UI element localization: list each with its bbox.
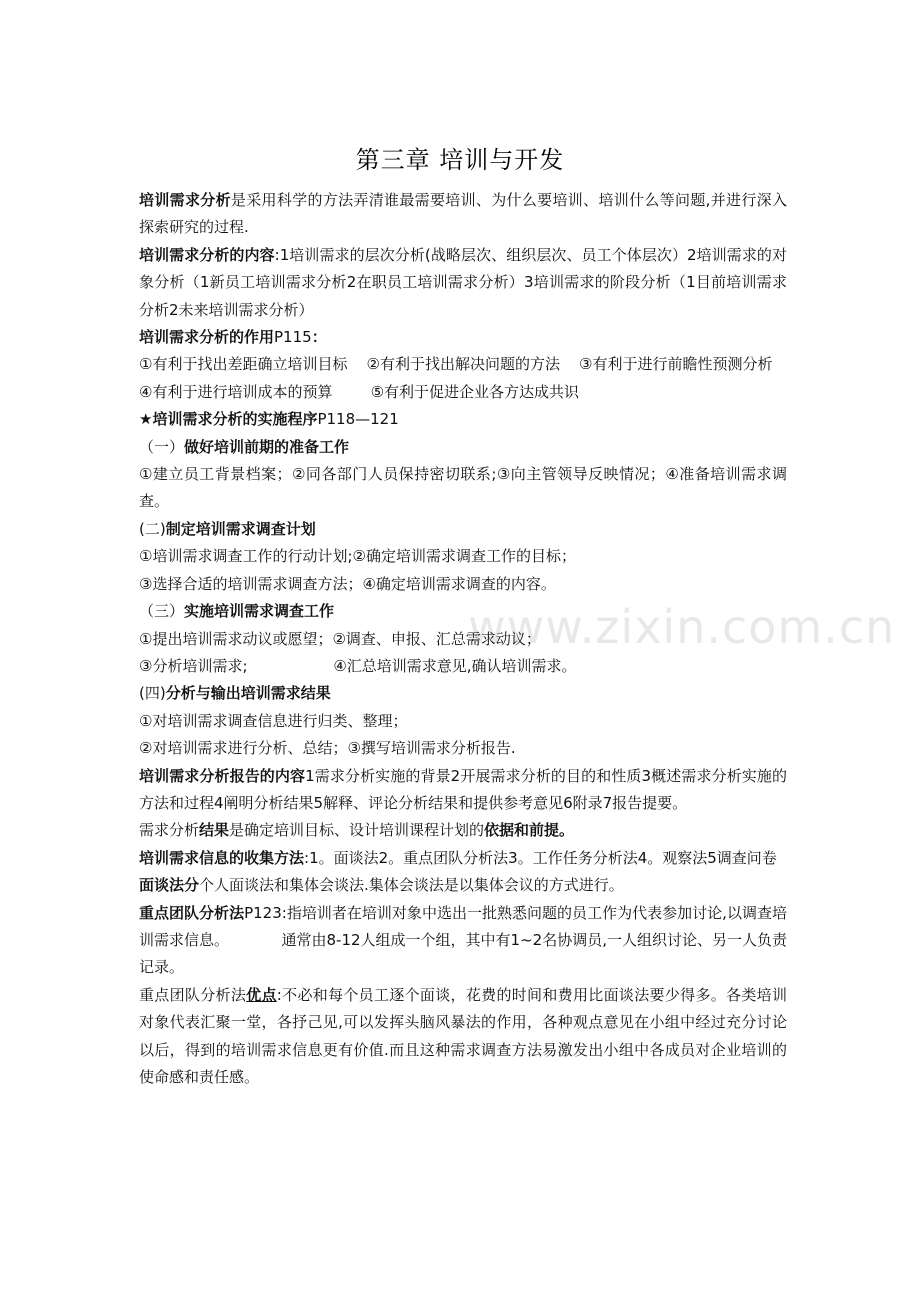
paragraph — [139, 735, 787, 762]
paragraph — [139, 626, 787, 653]
bold-term: 面谈法分 — [139, 876, 200, 895]
text-run: ①提出培训需求动议或愿望；②调查、申报、汇总需求动议； — [139, 629, 541, 648]
bold-term: 重点团队分析法 — [139, 903, 245, 922]
paragraph — [139, 434, 787, 461]
paragraph — [139, 571, 787, 598]
text-run: 1需求分析实施的背景2开展需求分析的目的和性质3概述需求分析实施的方法和过程4阐明分析结果5解释、评论分析结果和提供参考意见6附录7报告提要。 — [139, 766, 787, 812]
bold-term: 培训需求分析的内容 — [139, 245, 275, 264]
paragraph — [139, 900, 787, 982]
text-run: (二) — [139, 519, 166, 538]
paragraph — [139, 845, 787, 872]
text-run: P115 — [274, 328, 312, 347]
bold-term: 制定培训需求调查计划 — [165, 519, 316, 538]
paragraph — [139, 324, 787, 351]
paragraph — [139, 242, 787, 324]
paragraph — [139, 872, 787, 899]
paragraph — [139, 708, 787, 735]
document-body — [139, 187, 787, 1091]
bold-underlined-term: 优点 — [246, 985, 277, 1004]
bold-term: 做好培训前期的准备工作 — [184, 437, 350, 456]
paragraph — [139, 461, 787, 516]
bold-term: 依据和前提。 — [484, 821, 575, 840]
text-run: （三） — [139, 602, 185, 621]
paragraph — [139, 982, 787, 1092]
text-run: 需求分析 — [139, 821, 200, 840]
page-title: 第三章 培训与开发 — [355, 146, 565, 174]
text-run: ③分析培训需求; ④汇总培训需求意见,确认培训需求。 — [139, 656, 577, 675]
text-run: :1培训需求的层次分析(战略层次、组织层次、员工个体层次）2培训需求的对象分析（1新员工培训需求分析2在职员工培训需求分析）3培训需求的阶段分析（1目前培训需求分析2未来培训需求分析） — [139, 245, 787, 319]
text-run: P123:指培训者在培训对象中选出一批熟悉问题的员工作为代表参加讨论,以调查培训需求信息。 通常由8-12人组成一个组，其中有1~2名协调员,一人组织讨论、另一人负责记录。 — [139, 903, 787, 977]
bold-term: ： — [311, 328, 327, 347]
text-run: ①建立员工背景档案；②同各部门人员保持密切联系;③向主管领导反映情况；④准备培训需求调查。 — [139, 465, 787, 511]
text-run: ①对培训需求调查信息进行归类、整理； — [139, 711, 408, 730]
text-run: 个人面谈法和集体会谈法.集体会谈法是以集体会议的方式进行。 — [199, 876, 624, 895]
text-run: :不必和每个员工逐个面谈，花费的时间和费用比面谈法要少得多。各类培训对象代表汇聚一堂，各抒己见,可以发挥头脑风暴法的作用，各种观点意见在小组中经过充分讨论以后，得到的培训需求信息更有价值.而且这种需求调查方法易激发出小组中各成员对企业培训的使命感和责任感。 — [139, 985, 787, 1086]
bold-term: 实施培训需求调查工作 — [184, 602, 335, 621]
text-run: P118—121 — [317, 410, 399, 429]
text-run: 是确定培训目标、设计培训课程计划的 — [229, 821, 485, 840]
bold-term: ★培训需求分析的实施程序 — [139, 410, 318, 429]
paragraph — [139, 817, 787, 844]
bold-term: 培训需求分析 — [139, 191, 231, 209]
text-run: （一） — [139, 437, 185, 456]
paragraph — [139, 406, 787, 433]
watermark: www.zixin.com.cn — [468, 600, 896, 654]
paragraph — [139, 763, 787, 818]
text-run: :1。面谈法2。重点团队分析法3。工作任务分析法4。观察法5调查问卷 — [304, 848, 777, 867]
paragraph — [139, 543, 787, 570]
paragraph — [139, 516, 787, 543]
text-run: 是采用科学的方法弄清谁最需要培训、为什么要培训、培训什么等问题,并进行深入探索研究的过程. — [139, 191, 787, 237]
bold-term: 分析与输出培训需求结果 — [165, 684, 331, 703]
text-run: ④有利于进行培训成本的预算 ⑤有利于促进企业各方达成共识 — [139, 382, 580, 401]
text-run: ①有利于找出差距确立培训目标 ②有利于找出解决问题的方法 ③有利于进行前瞻性预测分析 — [139, 355, 773, 374]
paragraph — [139, 187, 787, 242]
paragraph — [139, 680, 787, 707]
bold-term: 培训需求分析报告的内容 — [139, 766, 306, 785]
text-run: 重点团队分析法 — [139, 985, 247, 1004]
bold-term: 结果 — [199, 821, 230, 840]
text-run: ①培训需求调查工作的行动计划;②确定培训需求调查工作的目标； — [139, 547, 576, 566]
paragraph — [139, 379, 787, 406]
bold-term: 培训需求分析的作用 — [139, 328, 275, 347]
text-run: (四) — [139, 684, 166, 703]
bold-term: 培训需求信息的收集方法 — [139, 848, 305, 867]
text-run: ③选择合适的培训需求调查方法；④确定培训需求调查的内容。 — [139, 574, 556, 593]
paragraph — [139, 351, 787, 378]
text-run: ②对培训需求进行分析、总结；③撰写培训需求分析报告. — [139, 739, 516, 758]
paragraph — [139, 598, 787, 625]
paragraph — [139, 653, 787, 680]
